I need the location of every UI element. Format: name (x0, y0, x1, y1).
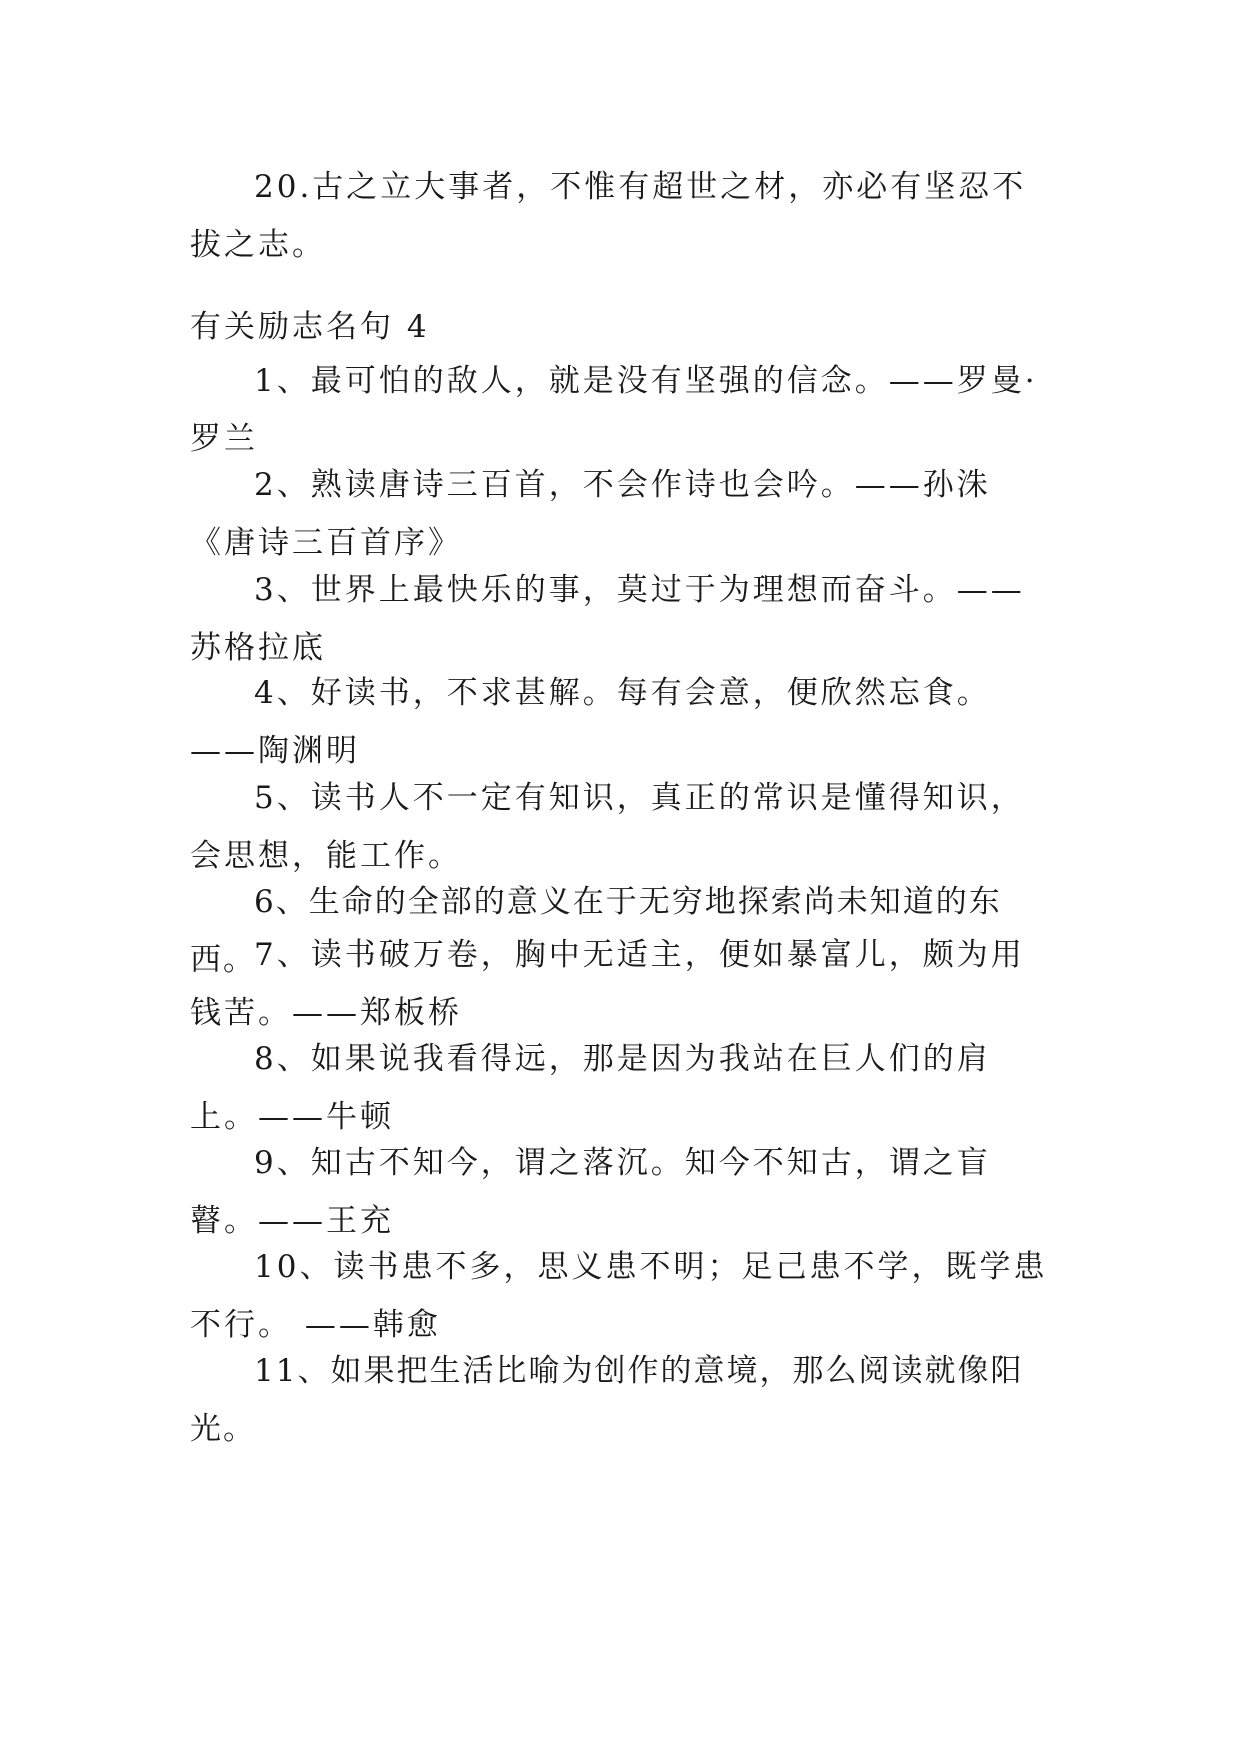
quote-item-8: 8、如果说我看得远，那是因为我站在巨人们的肩上。——牛顿 (190, 1041, 991, 1135)
quote-item-3: 3、世界上最快乐的事，莫过于为理想而奋斗。——苏格拉底 (190, 572, 1025, 666)
quote-item-1: 1、最可怕的敌人，就是没有坚强的信念。——罗曼·罗兰 (190, 363, 1038, 457)
quote-item-10: 10、读书患不多，思义患不明；足己患不学，既学患不行。 ——韩愈 (190, 1249, 1048, 1343)
quote-item-11: 11、如果把生活比喻为创作的意境，那么阅读就像阳光。 (190, 1353, 1024, 1447)
quote-item-6: 6、生命的全部的意义在于无穷地探索尚未知道的东西。 (190, 884, 1002, 978)
quote-item-4: 4、好读书，不求甚解。每有会意，便欣然忘食。——陶渊明 (190, 675, 991, 769)
quote-item-9: 9、知古不知今，谓之落沉。知今不知古，谓之盲瞽。——王充 (190, 1145, 991, 1239)
quote-item-2: 2、熟读唐诗三百首，不会作诗也会吟。——孙洙《唐诗三百首序》 (190, 467, 991, 561)
quote-item-5: 5、读书人不一定有知识，真正的常识是懂得知识，会思想，能工作。 (190, 780, 1025, 874)
quote-item-20: 20.古之立大事者，不惟有超世之材，亦必有坚忍不拔之志。 (190, 169, 1027, 263)
quote-item-7: 7、读书破万卷，胸中无适主，便如暴富儿，颇为用钱苦。——郑板桥 (190, 937, 1025, 1031)
section-heading: 有关励志名句 4 (190, 309, 430, 345)
